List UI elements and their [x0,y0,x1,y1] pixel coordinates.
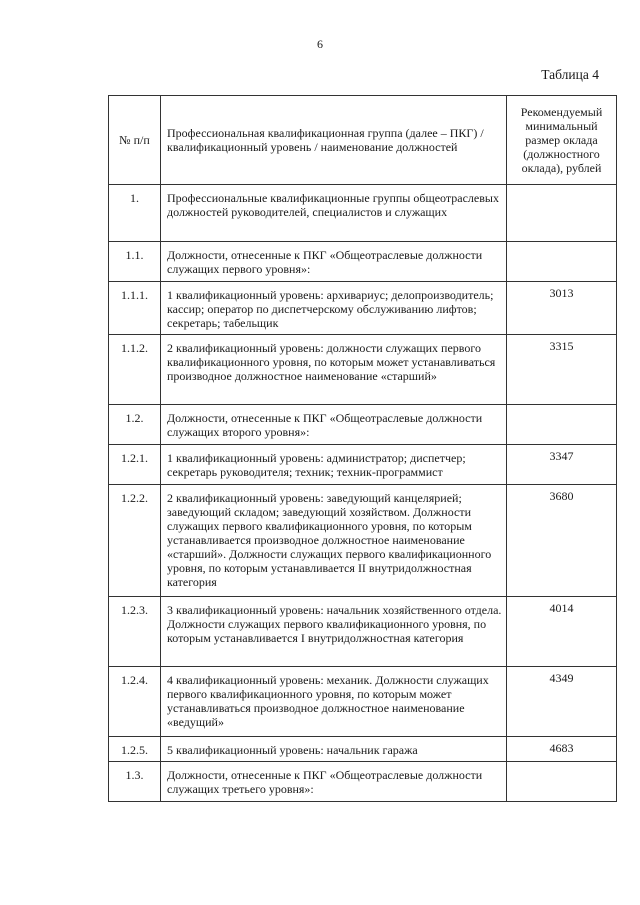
row-salary: 4683 [507,737,617,762]
row-salary: 3013 [507,282,617,335]
row-num: 1.2.2. [109,485,161,597]
header-salary: Рекомендуемый минимальный размер оклада (должностного оклада), рублей [507,96,617,185]
table-row [109,405,617,445]
table-row [109,737,617,762]
row-num: 1.2.3. [109,597,161,667]
row-num: 1.3. [109,762,161,802]
page-number: 6 [317,37,323,51]
salary-table [108,95,617,802]
row-name: 1 квалификационный уровень: архивариус; делопроизводитель; кассир; оператор по диспетчерскому обслуживанию лифтов; секретарь; табельщик [161,282,507,335]
row-salary: 3680 [507,485,617,597]
table-row [109,445,617,485]
row-salary: 4349 [507,667,617,737]
row-name: Профессиональные квалификационные группы общеотраслевых должностей руководителей, специалистов и служащих [161,185,507,242]
row-salary [507,762,617,802]
row-name: 5 квалификационный уровень: начальник гаража [161,737,507,762]
row-salary: 3347 [507,445,617,485]
row-name: 2 квалификационный уровень: должности служащих первого квалификационного уровня, по которым может устанавливаться производное должностное наименование «старший» [161,335,507,405]
row-num: 1.2.5. [109,737,161,762]
header-name: Профессиональная квалификационная группа (далее – ПКГ) / квалификационный уровень / наименование должностей [161,96,507,185]
row-salary: 3315 [507,335,617,405]
row-name: Должности, отнесенные к ПКГ «Общеотраслевые должности служащих первого уровня»: [161,242,507,282]
table-header-row [109,96,617,185]
table-row [109,185,617,242]
table-caption: Таблица 4 [541,67,599,82]
table-row [109,667,617,737]
row-salary: 4014 [507,597,617,667]
row-salary [507,242,617,282]
row-name: 4 квалификационный уровень: механик. Должности служащих первого квалификационного уровня, по которым может устанавливаться производное должностное наименование «ведущий» [161,667,507,737]
table-row [109,597,617,667]
header-num: № п/п [109,96,161,185]
row-num: 1.2.1. [109,445,161,485]
row-num: 1.2. [109,405,161,445]
row-num: 1.1.1. [109,282,161,335]
row-name: Должности, отнесенные к ПКГ «Общеотраслевые должности служащих второго уровня»: [161,405,507,445]
row-name: 1 квалификационный уровень: администратор; диспетчер; секретарь руководителя; техник; техник-программист [161,445,507,485]
row-name: 3 квалификационный уровень: начальник хозяйственного отдела. Должности служащих первого квалификационного уровня, по которым устанавливается I внутридолжностная категория [161,597,507,667]
table-row [109,282,617,335]
row-num: 1.1.2. [109,335,161,405]
row-name: Должности, отнесенные к ПКГ «Общеотраслевые должности служащих третьего уровня»: [161,762,507,802]
row-salary [507,185,617,242]
row-num: 1.1. [109,242,161,282]
row-name: 2 квалификационный уровень: заведующий канцелярией; заведующий складом; заведующий хозяйством. Должности служащих первого квалификационного уровня, по которым устанавливается производное должностное наименование «старший». Должности служащих первого квалификационного уровня, по которым устанавливается II внутридолжностная категория [161,485,507,597]
row-salary [507,405,617,445]
table-row [109,762,617,802]
table-row [109,485,617,597]
row-num: 1.2.4. [109,667,161,737]
table-row [109,335,617,405]
row-num: 1. [109,185,161,242]
table-row [109,242,617,282]
